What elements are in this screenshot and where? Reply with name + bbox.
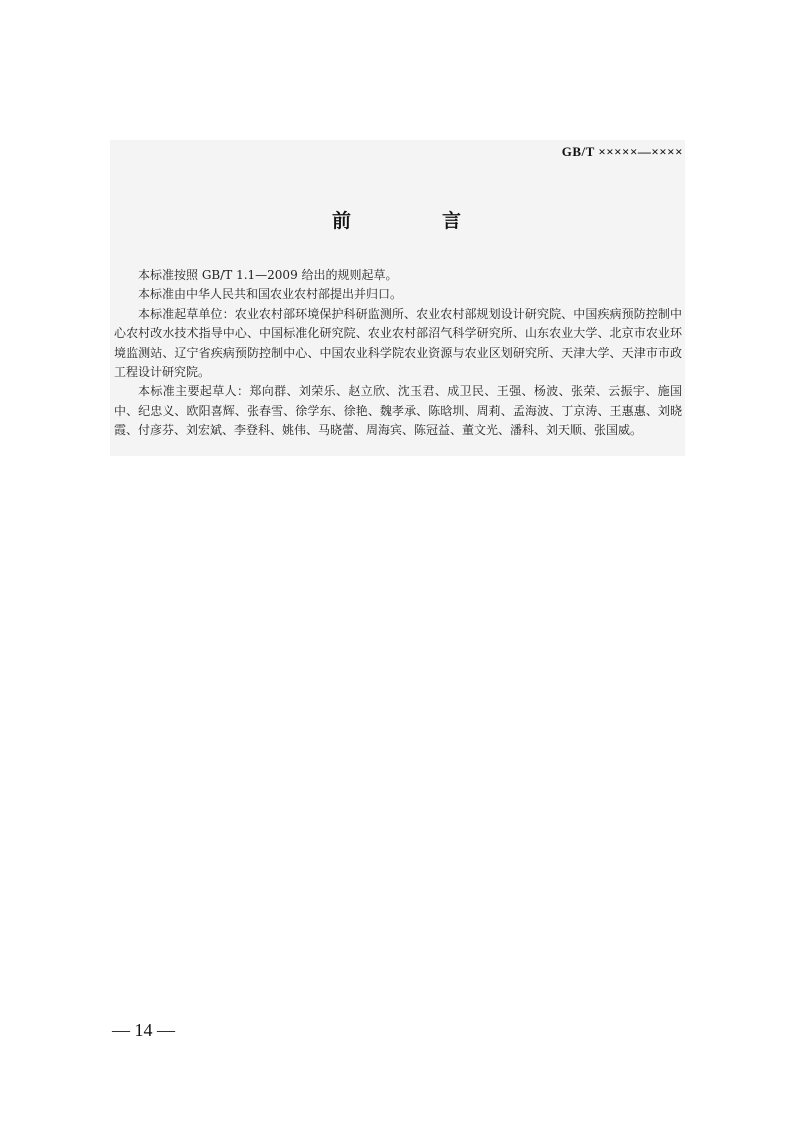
paragraph-drafters: 本标准主要起草人：郑向群、刘荣乐、赵立欣、沈玉君、成卫民、王强、杨波、张荣、云振宇、施国中、纪忠义、欧阳喜辉、张春雪、徐学东、徐艳、魏孝承、陈晗圳、周莉、孟海波、丁京涛、王惠惠、刘晓霞、付彦芬、刘宏斌、李登科、姚伟、马晓蕾、周海宾、陈冠益、董文光、潘科、刘天顺、张国威。	[114, 384, 682, 438]
paragraph-drafting-units: 本标准起草单位：农业农村部环境保护科研监测所、农业农村部规划设计研究院、中国疾病预防控制中心农村改水技术指导中心、中国标准化研究院、农业农村部沼气科学研究所、山东农业大学、北京市农业环境监测站、辽宁省疾病预防控制中心、中国农业科学院农业资源与农业区划研究所、天津大学、天津市市政工程设计研究院。	[114, 306, 682, 380]
body-text	[114, 266, 682, 441]
standard-code: GB/T ×××××—××××	[561, 144, 683, 159]
paragraph-drafting-rules: 本标准按照 GB/T 1.1—2009 给出的规则起草。	[138, 268, 398, 282]
section-title: 前 言	[331, 210, 497, 232]
page-number: — 14 —	[112, 1020, 175, 1040]
paragraph-proposer: 本标准由中华人民共和国农业农村部提出并归口。	[138, 287, 403, 302]
